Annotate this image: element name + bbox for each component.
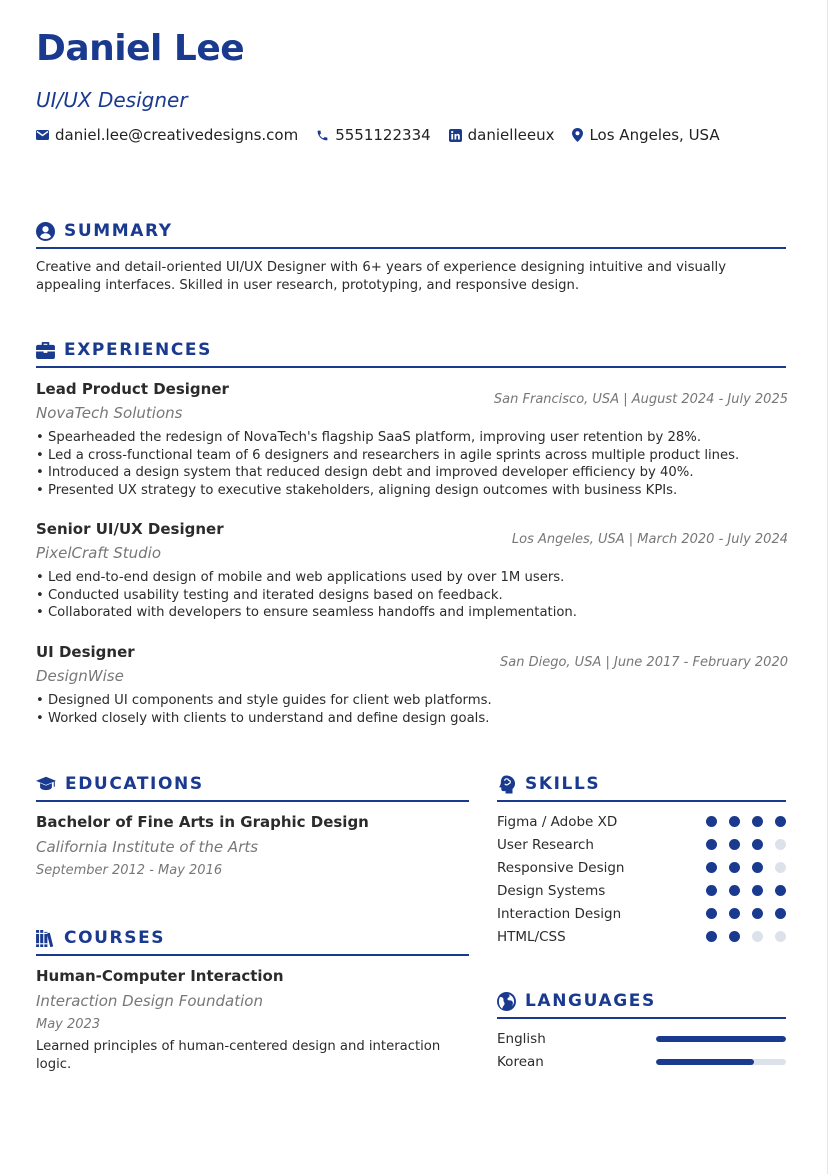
job-company: NovaTech Solutions (36, 404, 183, 422)
skill-name: Design Systems (497, 882, 606, 899)
language-row (497, 1027, 786, 1050)
languages-list (497, 1027, 786, 1073)
rating-dot-filled (775, 908, 786, 919)
rating-dot-filled (729, 931, 740, 942)
skill-rating (694, 862, 786, 873)
phone-icon (316, 129, 329, 142)
skill-row (497, 925, 786, 948)
skills-list (497, 810, 786, 948)
skill-row (497, 879, 786, 902)
experience-item (36, 641, 788, 727)
skills-heading-text: SKILLS (525, 774, 601, 794)
skill-name: Figma / Adobe XD (497, 813, 618, 830)
job-bullet: • Collaborated with developers to ensure seamless handoffs and implementation. (36, 605, 577, 620)
job-bullet: • Led a cross-functional team of 6 designers and researchers in agile sprints across multiple product lines. (36, 447, 740, 463)
job-bullet: • Conducted usability testing and iterated designs based on feedback. (36, 587, 503, 603)
courses-heading-text: COURSES (64, 928, 166, 948)
candidate-title: UI/UX Designer (36, 88, 188, 112)
language-name: English (497, 1030, 546, 1047)
rating-dot-filled (729, 816, 740, 827)
rating-dot-filled (729, 862, 740, 873)
course-provider: Interaction Design Foundation (36, 992, 263, 1010)
languages-heading (497, 991, 786, 1019)
degree-title: Bachelor of Fine Arts in Graphic Design (36, 813, 369, 831)
course-name: Human-Computer Interaction (36, 967, 284, 985)
job-company: PixelCraft Studio (36, 544, 162, 562)
skill-rating (694, 839, 786, 850)
job-location-dates: San Francisco, USA | August 2024 - July 2025 (493, 392, 788, 407)
globe-icon (497, 992, 516, 1011)
job-location-dates: San Diego, USA | June 2017 - February 2020 (500, 655, 788, 670)
proficiency-fill (656, 1036, 786, 1042)
education-item (36, 810, 470, 882)
skill-name: User Research (497, 836, 594, 853)
candidate-name: Daniel Lee (36, 28, 245, 69)
experience-item (36, 378, 788, 499)
skill-row (497, 833, 786, 856)
course-date: May 2023 (36, 1017, 101, 1032)
job-bullet: • Worked closely with clients to understand and define design goals. (36, 710, 490, 726)
job-bullets (36, 692, 788, 727)
rating-dot-filled (706, 816, 717, 827)
contact-phone[interactable] (316, 126, 430, 144)
books-icon (36, 930, 55, 947)
envelope-icon (36, 130, 49, 140)
rating-dot-filled (729, 839, 740, 850)
educations-heading-text: EDUCATIONS (65, 774, 204, 794)
rating-dot-empty (775, 931, 786, 942)
linkedin-icon (449, 129, 462, 142)
course-description: Learned principles of human-centered design and interaction logic. (36, 1039, 441, 1072)
rating-dot-filled (752, 816, 763, 827)
rating-dot-filled (752, 839, 763, 850)
location-pin-icon (572, 128, 583, 142)
skill-rating (694, 885, 786, 896)
skill-row (497, 856, 786, 879)
proficiency-bar (656, 1036, 786, 1042)
skills-heading (497, 774, 786, 802)
rating-dot-empty (775, 839, 786, 850)
rating-dot-filled (706, 862, 717, 873)
skill-name: HTML/CSS (497, 928, 566, 945)
brain-icon (497, 775, 516, 794)
skill-row (497, 810, 786, 833)
job-title: Senior UI/UX Designer (36, 520, 224, 538)
rating-dot-empty (752, 931, 763, 942)
languages-heading-text: LANGUAGES (525, 991, 656, 1011)
skill-name: Interaction Design (497, 905, 622, 922)
rating-dot-filled (729, 908, 740, 919)
skill-row (497, 902, 786, 925)
rating-dot-filled (706, 839, 717, 850)
job-company: DesignWise (36, 667, 124, 685)
rating-dot-filled (752, 885, 763, 896)
job-bullet: • Introduced a design system that reduced design debt and improved developer efficiency by 40%. (36, 465, 694, 480)
job-title: UI Designer (36, 643, 135, 661)
phone-text: 5551122334 (335, 126, 431, 144)
skill-rating (694, 908, 786, 919)
experiences-heading-text: EXPERIENCES (64, 340, 212, 360)
experiences-heading (36, 340, 786, 368)
email-text: daniel.lee@creativedesigns.com (55, 126, 299, 144)
school-name: California Institute of the Arts (36, 838, 259, 856)
contact-linkedin[interactable] (449, 126, 555, 144)
skill-rating (694, 931, 786, 942)
rating-dot-filled (706, 885, 717, 896)
job-bullet: • Presented UX strategy to executive stakeholders, aligning design outcomes with business KPIs. (36, 482, 678, 498)
job-bullets (36, 429, 788, 499)
educations-heading (36, 774, 469, 802)
job-bullet: • Led end-to-end design of mobile and web applications used by over 1M users. (36, 570, 565, 585)
job-bullet: • Spearheaded the redesign of NovaTech's flagship SaaS platform, improving user retention by 28%. (36, 430, 702, 445)
job-location-dates: Los Angeles, USA | March 2020 - July 2024 (511, 532, 788, 547)
language-row (497, 1050, 786, 1073)
rating-dot-filled (775, 816, 786, 827)
language-name: Korean (497, 1053, 544, 1070)
rating-dot-filled (706, 908, 717, 919)
contact-email[interactable] (36, 126, 298, 144)
contact-location (572, 126, 719, 144)
courses-heading (36, 928, 469, 956)
skill-rating (694, 816, 786, 827)
rating-dot-filled (752, 862, 763, 873)
summary-text: Creative and detail-oriented UI/UX Designer with 6+ years of experience designing intuitive and visually appealing interfaces. Skilled in user research, prototyping, and responsive design. (36, 260, 727, 293)
education-dates: September 2012 - May 2016 (36, 863, 223, 878)
rating-dot-filled (775, 885, 786, 896)
rating-dot-filled (752, 908, 763, 919)
skill-name: Responsive Design (497, 859, 625, 876)
linkedin-text: danielleeux (467, 126, 555, 144)
proficiency-fill (656, 1059, 754, 1065)
user-circle-icon (36, 222, 55, 241)
course-item (36, 964, 470, 1073)
job-bullet: • Designed UI components and style guides for client web platforms. (36, 693, 492, 708)
experience-item (36, 518, 788, 622)
job-bullets (36, 569, 788, 622)
location-text: Los Angeles, USA (589, 126, 720, 144)
contact-row (36, 126, 738, 144)
briefcase-icon (36, 342, 55, 359)
rating-dot-filled (729, 885, 740, 896)
rating-dot-filled (706, 931, 717, 942)
rating-dot-empty (775, 862, 786, 873)
proficiency-bar (656, 1059, 786, 1065)
summary-heading-text: SUMMARY (64, 221, 173, 241)
summary-heading (36, 221, 786, 249)
job-title: Lead Product Designer (36, 380, 229, 398)
graduation-cap-icon (36, 776, 56, 792)
